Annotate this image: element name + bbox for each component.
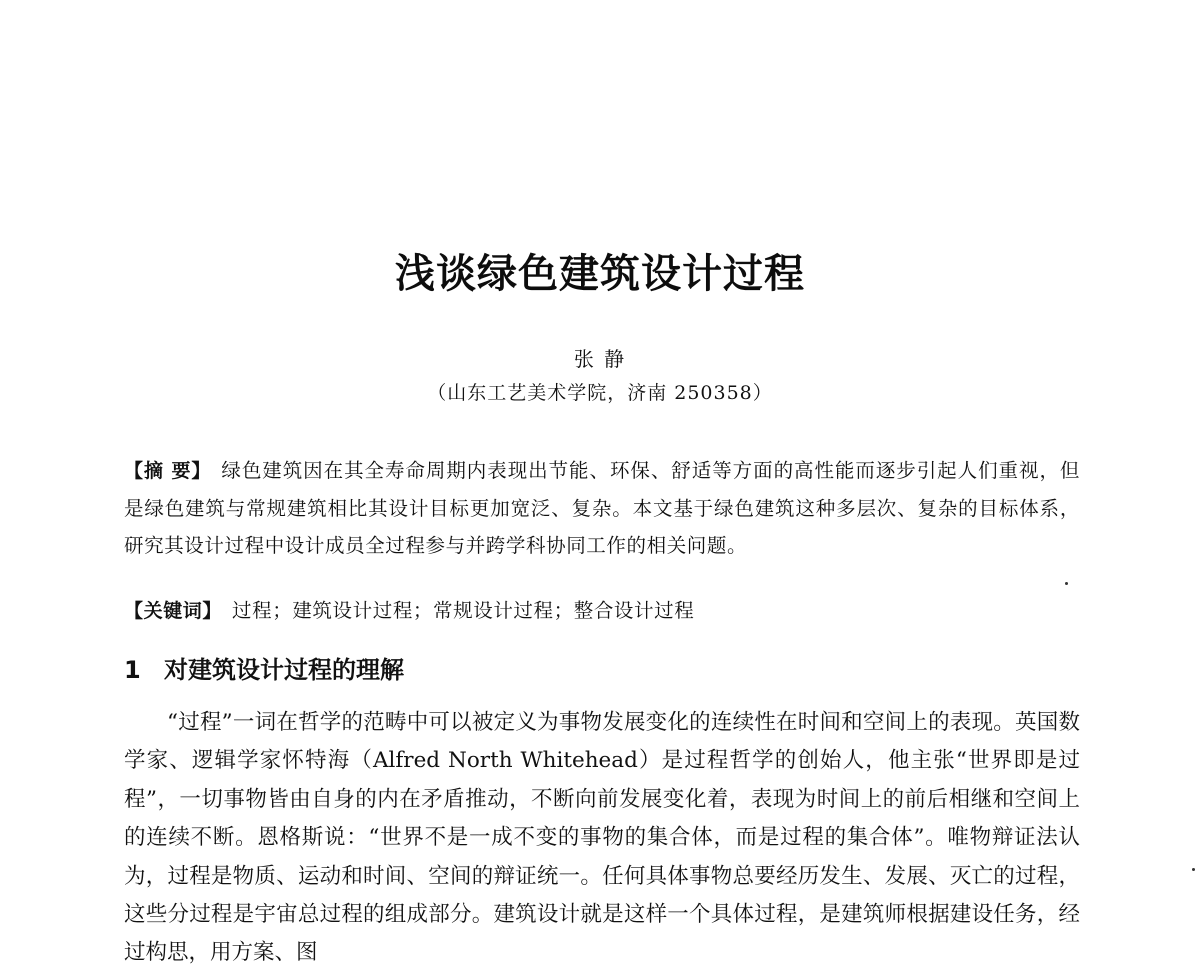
keywords-block [124,596,1080,626]
keywords-label: 【关键词】 [124,600,223,622]
author-name: 张 静 [573,347,627,371]
abstract-label: 【摘 要】 [124,460,212,482]
author-affiliation: （山东工艺美术学院，济南 250358） [427,382,773,404]
body-paragraph: “过程”一词在哲学的范畴中可以被定义为事物发展变化的连续性在时间和空间上的表现。英国数学家、逻辑学家怀特海（Alfred North Whitehead）是过程哲学的创始人，他主张“世界即是过程”，一切事物皆由自身的内在矛盾推动，不断向前发展变化着，表现为时间上的前后相继和空间上的连续不断。恩格斯说：“世界不是一成不变的事物的集合体，而是过程的集合体”。唯物辩证法认为，过程是物质、运动和时间、空间的辩证统一。任何具体事物总要经历发生、发展、灭亡的过程，这些分过程是宇宙总过程的组成部分。建筑设计就是这样一个具体过程，是建筑师根据建设任务，经过构思，用方案、图 [124,710,1080,966]
section-number: 1 [124,656,141,684]
section-heading [124,650,404,685]
paper-title: 浅谈绿色建筑设计过程 [395,251,805,297]
abstract-block [124,452,1080,564]
section-title: 对建筑设计过程的理解 [164,656,404,684]
abstract-text: 绿色建筑因在其全寿命周期内表现出节能、环保、舒适等方面的高性能而逐步引起人们重视，但是绿色建筑与常规建筑相比其设计目标更加宽泛、复杂。本文基于绿色建筑这种多层次、复杂的目标体系，研究其设计过程中设计成员全过程参与并跨学科协同工作的相关问题。 [124,459,1080,557]
scan-speck [1192,868,1195,871]
keywords-text: 过程；建筑设计过程；常规设计过程；整合设计过程 [232,599,695,622]
scan-speck [1065,582,1068,585]
